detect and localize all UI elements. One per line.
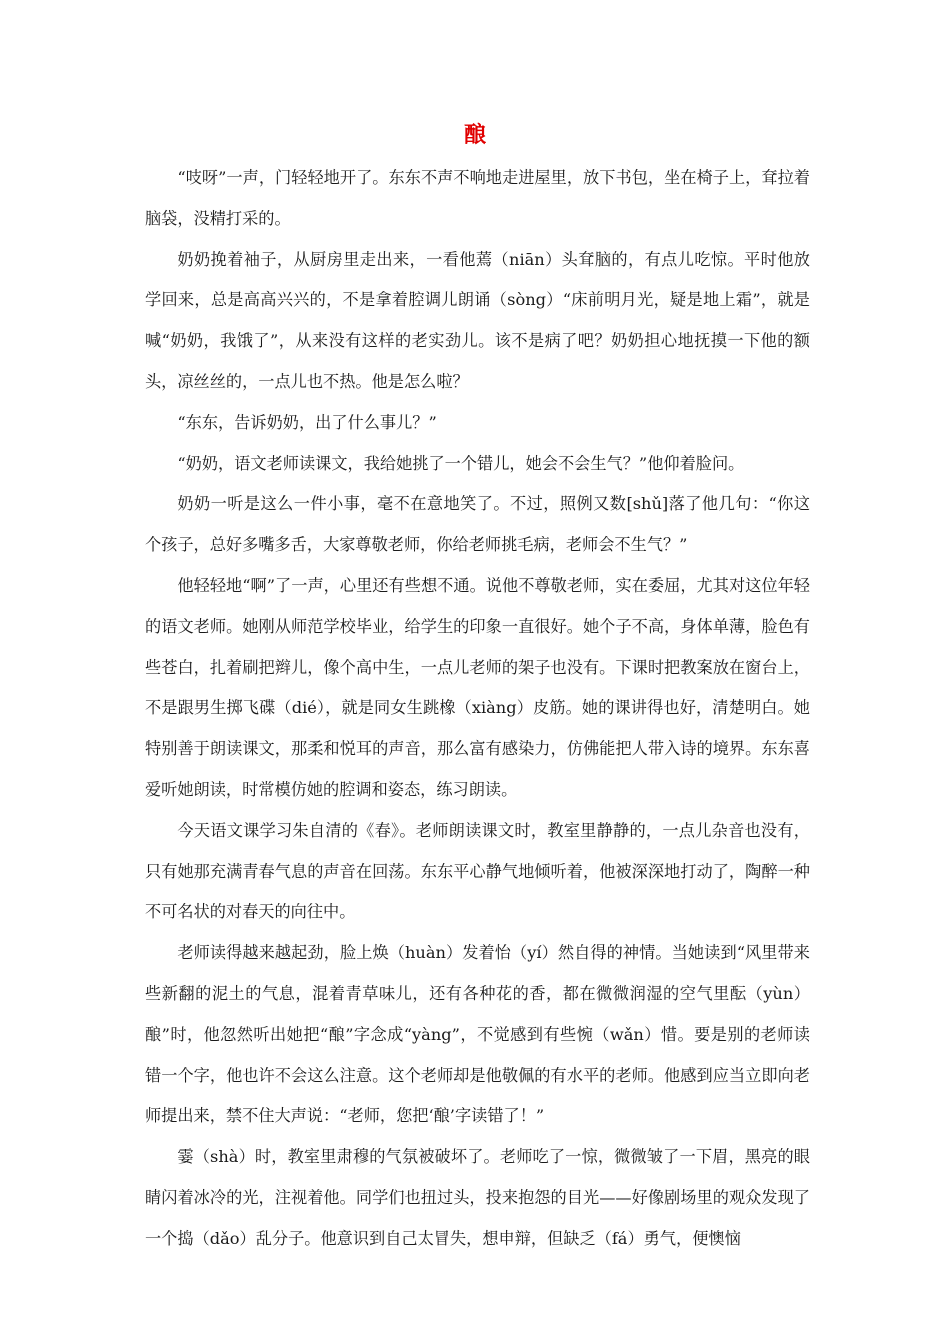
paragraph: 霎（shà）时，教室里肃穆的气氛被破坏了。老师吃了一惊，微微皱了一下眉，黑亮的眼睛闪着冰冷的光，注视着他。同学们也扭过头，投来抱怨的目光——好像剧场里的观众发现了一个捣（dǎo）乱分子。他意识到自己太冒失，想申辩，但缺乏（fá）勇气，便懊恼 (145, 1147, 810, 1248)
document-title: 酿 (463, 122, 486, 148)
paragraph: “吱呀”一声，门轻轻地开了。东东不声不响地走进屋里，放下书包，坐在椅子上，耷拉着脑袋，没精打采的。 (145, 168, 810, 228)
paragraph: 他轻轻地“啊”了一声，心里还有些想不通。说他不尊敬老师，实在委屈，尤其对这位年轻的语文老师。她刚从师范学校毕业，给学生的印象一直很好。她个子不高，身体单薄，脸色有些苍白，扎着刷把辫儿，像个高中生，一点儿老师的架子也没有。下课时把教案放在窗台上，不是跟男生掷飞碟（dié），就是同女生跳橡（xiàng）皮筋。她的课讲得也好，清楚明白。她特别善于朗读课文，那柔和悦耳的声音，那么富有感染力，仿佛能把人带入诗的境界。东东喜爱听她朗读，时常模仿她的腔调和姿态，练习朗读。 (145, 575, 810, 799)
paragraph: 奶奶一听是这么一件小事，毫不在意地笑了。不过，照例又数[shǔ]落了他几句：“你这个孩子，总好多嘴多舌，大家尊敬老师，你给老师挑毛病，老师会不生气？” (145, 494, 810, 555)
document-body (145, 158, 810, 1260)
paragraph: 奶奶挽着袖子，从厨房里走出来，一看他蔫（niān）头耷脑的，有点儿吃惊。平时他放学回来，总是高高兴兴的，不是拿着腔调儿朗诵（sòng）“床前明月光，疑是地上霜”，就是喊“奶奶，我饿了”，从来没有这样的老实劲儿。该不是病了吧？奶奶担心地抚摸一下他的额头，凉丝丝的，一点儿也不热。他是怎么啦？ (145, 249, 810, 391)
paragraph: 老师读得越来越起劲，脸上焕（huàn）发着怡（yí）然自得的神情。当她读到“风里带来些新翻的泥土的气息，混着青草味儿，还有各种花的香，都在微微润湿的空气里酝（yùn）酿”时，他忽然听出她把“酿”字念成“yàng”，不觉感到有些惋（wǎn）惜。要是别的老师读错一个字，他也许不会这么注意。这个老师却是他敬佩的有水平的老师。他感到应当立即向老师提出来，禁不住大声说：“老师，您把‘酿’字读错了！” (145, 943, 810, 1126)
paragraph: 今天语文课学习朱自清的《春》。老师朗读课文时，教室里静静的，一点儿杂音也没有，只有她那充满青春气息的声音在回荡。东东平心静气地倾听着，他被深深地打动了，陶醉一种不可名状的对春天的向往中。 (145, 820, 810, 922)
paragraph: “奶奶，语文老师读课文，我给她挑了一个错儿，她会不会生气？”他仰着脸问。 (177, 453, 745, 473)
paragraph: “东东，告诉奶奶，出了什么事儿？” (177, 412, 437, 432)
